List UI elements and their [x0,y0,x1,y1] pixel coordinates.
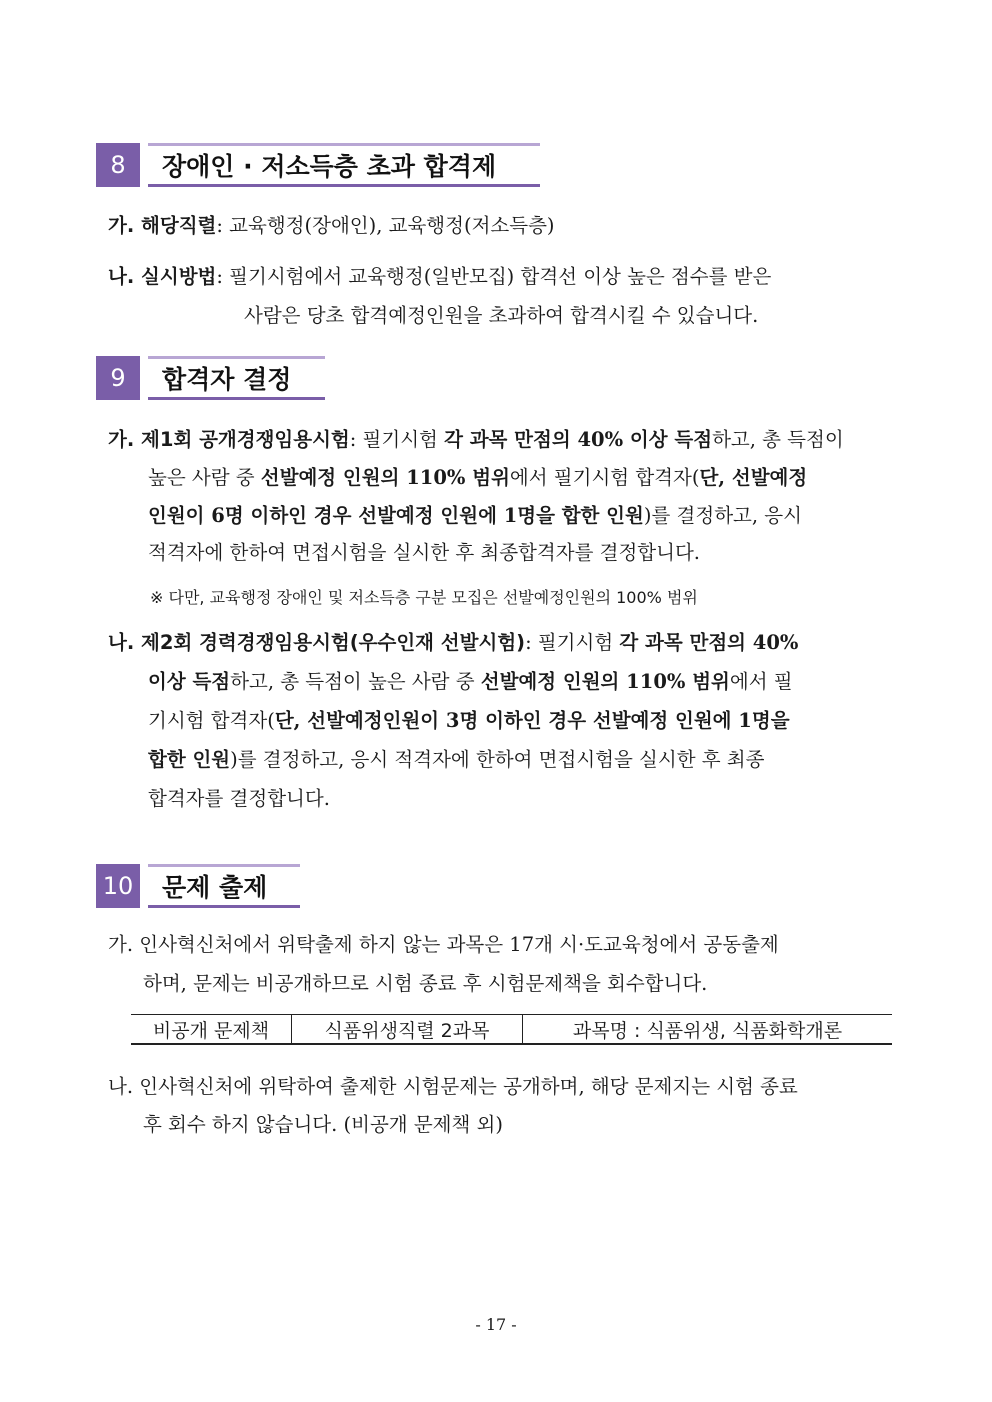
text: )를 결정하고, 응시 [643,504,802,527]
bold-text: 합한 인원 [148,748,231,771]
item-label: 가. 제1회 공개경쟁임용시험 [108,428,350,451]
text: : 필기시험 [525,631,620,654]
sec9-na-line3 [148,707,790,735]
section-title: 장애인 · 저소득층 초과 합격제 [148,143,540,187]
text: )를 결정하고, 응시 적격자에 한하여 면접시험을 실시한 후 최종 [230,748,765,771]
text: : 필기시험 [349,428,445,451]
section-10-header [96,864,300,908]
sec9-ga-note: ※ 다만, 교육행정 장애인 및 저소득층 구분 모집은 선발예정인원의 100% 범위 [150,588,698,607]
text: 에서 필기시험 합격자( [509,466,700,489]
sec10-ga-line1: 가. 인사혁신처에서 위탁출제 하지 않는 과목은 17개 시·도교육청에서 공동출제 [108,933,779,956]
section-title: 합격자 결정 [148,356,325,400]
sec10-ga-line2: 하며, 문제는 비공개하므로 시험 종료 후 시험문제책을 회수합니다. [143,972,708,995]
sec9-na-line1 [108,629,798,657]
item-text: : 필기시험에서 교육행정(일반모집) 합격선 이상 높은 점수를 받은 [216,265,772,288]
text: 에서 필 [729,670,793,693]
text: 기시험 합격자( [148,709,275,732]
sec9-na-line5: 합격자를 결정합니다. [148,787,330,810]
exam-table [131,1014,892,1045]
sec9-ga-line2 [148,464,807,492]
section-number: 10 [96,864,140,908]
sec9-na-line2 [148,668,793,696]
bold-text: 각 과목 만점의 40% [619,631,799,654]
sec9-ga-line3 [148,502,802,530]
section-number: 9 [96,356,140,400]
section-9-header [96,356,325,400]
table-cell: 과목명 : 식품위생, 식품화학개론 [572,1019,843,1042]
table-cell: 비공개 문제책 [131,1015,292,1043]
bold-text: 각 과목 만점의 40% 이상 득점 [444,428,713,451]
item-label: 나. 제2회 경력경쟁임용시험(우수인재 선발시험) [108,631,526,654]
page-number: - 17 - [475,1315,517,1334]
bold-text: 이상 득점 [148,670,231,693]
sec8-item-na-cont: 사람은 당초 합격예정인원을 초과하여 합격시킬 수 있습니다. [244,304,759,327]
sec9-ga-line1 [108,426,896,454]
bold-text: 선발예정 인원의 110% 범위 [480,670,730,693]
sec9-na-line4 [148,746,764,774]
sec9-ga-line4: 적격자에 한하여 면접시험을 실시한 후 최종합격자를 결정합니다. [148,541,700,564]
section-8-header [96,143,540,187]
bold-text: 인원이 6명 이하인 경우 선발예정 인원에 1명을 합한 인원 [148,504,644,527]
sec8-item-ga [108,212,555,240]
text: 하고, 총 득점이 높은 사람 중 [230,670,481,693]
bold-text: 단, 선발예정 [699,466,808,489]
sec10-na-line1: 나. 인사혁신처에 위탁하여 출제한 시험문제는 공개하며, 해당 문제지는 시험 종료 [108,1075,798,1098]
bold-text: 선발예정 인원의 110% 범위 [260,466,510,489]
bold-text: 단, 선발예정인원이 3명 이하인 경우 선발예정 인원에 1명을 [274,709,790,732]
text: 하고, 총 득점이 [712,428,844,451]
sec10-na-line2: 후 회수 하지 않습니다. (비공개 문제책 외) [143,1113,503,1136]
item-label: 나. 실시방법 [108,265,217,288]
item-label: 가. 해당직렬 [108,214,217,237]
section-title: 문제 출제 [148,864,300,908]
section-number: 8 [96,143,140,187]
item-text: : 교육행정(장애인), 교육행정(저소득층) [216,214,555,237]
sec8-item-na [108,263,771,291]
table-cell: 식품위생직렬 2과목 [292,1015,523,1043]
text: 높은 사람 중 [148,466,261,489]
